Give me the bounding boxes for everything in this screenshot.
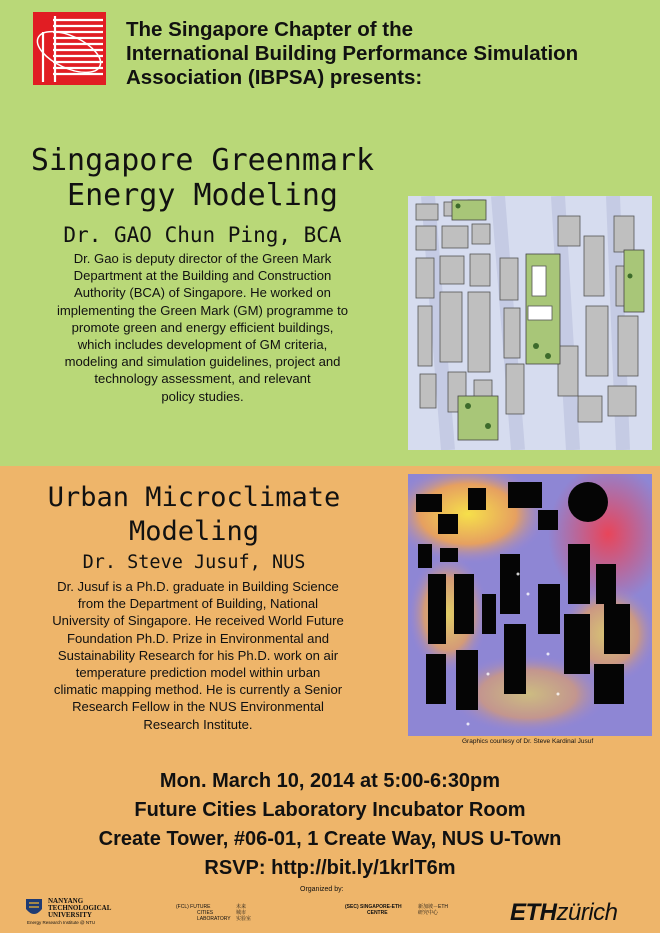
- sec-logo: [345, 904, 402, 916]
- talk2-title: [0, 481, 388, 549]
- talk1-title: [0, 143, 405, 213]
- sec-line: (SEC) SINGAPORE-ETH: [345, 904, 402, 910]
- bio-line: Authority (BCA) of Singapore. He worked on: [74, 285, 331, 301]
- bio-line: Foundation Ph.D. Prize in Environmental and: [66, 630, 330, 646]
- bio-line: Research Fellow in the NUS Environmental: [72, 699, 324, 715]
- eth-zurich-logo: [510, 899, 618, 927]
- bio-line: University of Singapore. He received World Future: [52, 613, 344, 629]
- bio-line: Research Institute.: [143, 716, 253, 732]
- fcl-cjk-line: 实验室: [236, 916, 252, 922]
- organized-by-label: Organized by:: [300, 886, 344, 893]
- event-address: Create Tower, #06-01, 1 Create Way, NUS U-Town: [98, 828, 562, 850]
- sec-cjk-label: [418, 904, 448, 916]
- talk2-speaker: Dr. Steve Jusuf, NUS: [82, 552, 306, 573]
- sec-cjk-line: 研究中心: [418, 910, 439, 916]
- event-rsvp[interactable]: RSVP: http://bit.ly/1krlT6m: [204, 857, 456, 879]
- ntu-subtitle: Energy Research Institute @ NTU: [27, 920, 96, 925]
- ntu-wordmark: [48, 898, 111, 919]
- bio-line: from the Department of Building, National: [77, 596, 319, 612]
- talk2-title-line: Modeling: [128, 516, 260, 547]
- bio-line: which includes development of GM criteria,: [77, 337, 328, 353]
- sec-line: CENTRE: [367, 910, 388, 916]
- bio-line: technology assessment, and relevant: [94, 371, 311, 387]
- microclimate-heatmap: [408, 474, 652, 736]
- ntu-line: UNIVERSITY: [48, 911, 92, 919]
- bio-line: Sustainability Research for his Ph.D. work on air: [57, 647, 339, 663]
- presenter-line: Association (IBPSA) presents:: [126, 66, 423, 89]
- presenter-text: [126, 18, 646, 90]
- bio-line: Department at the Building and Construction: [73, 268, 332, 284]
- fcl-cjk-line: 城市: [236, 910, 247, 916]
- bio-line: temperature prediction model within urban: [75, 665, 321, 681]
- sec-cjk-line: 新加坡－ETH: [418, 904, 449, 910]
- fcl-cjk-line: 未来: [236, 904, 247, 910]
- fcl-line: LABORATORY: [197, 916, 231, 922]
- bio-line: modeling and simulation guidelines, project and: [64, 354, 341, 370]
- bio-line: Dr. Gao is deputy director of the Green Mark: [73, 251, 332, 266]
- event-venue: Future Cities Laboratory Incubator Room: [134, 799, 526, 821]
- bio-line: Dr. Jusuf is a Ph.D. graduate in Building Science: [57, 579, 339, 594]
- talk1-bio: [10, 250, 395, 405]
- ntu-line: TECHNOLOGICAL: [48, 904, 112, 912]
- talk2-bio: [8, 578, 388, 733]
- fcl-logo: [176, 904, 231, 922]
- talk2-title-line: Urban Microclimate: [47, 482, 341, 513]
- presenter-line: The Singapore Chapter of the: [126, 18, 414, 41]
- urban-plan-illustration: [408, 196, 652, 450]
- event-details: [0, 767, 660, 883]
- presenter-line: International Building Performance Simulation: [126, 42, 579, 65]
- eth-light: zürich: [556, 899, 618, 926]
- eth-bold: ETH: [510, 899, 557, 926]
- talk1-speaker: Dr. GAO Chun Ping, BCA: [63, 223, 342, 247]
- talk1-title-line: Singapore Greenmark: [30, 143, 375, 178]
- talk1-title-line: Energy Modeling: [67, 178, 338, 213]
- graphics-credit: Graphics courtesy of Dr. Steve Kardinal Jusuf: [462, 738, 594, 745]
- ntu-line: NANYANG: [48, 897, 84, 905]
- fcl-line: (FCL) FUTURE: [176, 904, 211, 910]
- bio-line: climatic mapping method. He is currently a Senior: [53, 682, 343, 698]
- fcl-line: CITIES: [197, 910, 214, 916]
- bio-line: promote green and energy efficient buildings,: [71, 319, 334, 335]
- ibpsa-logo: [33, 12, 106, 85]
- fcl-cjk-label: [236, 904, 251, 922]
- bio-line: implementing the Green Mark (GM) programme to: [56, 302, 349, 318]
- bio-line: policy studies.: [161, 388, 244, 404]
- event-date: Mon. March 10, 2014 at 5:00-6:30pm: [159, 770, 501, 792]
